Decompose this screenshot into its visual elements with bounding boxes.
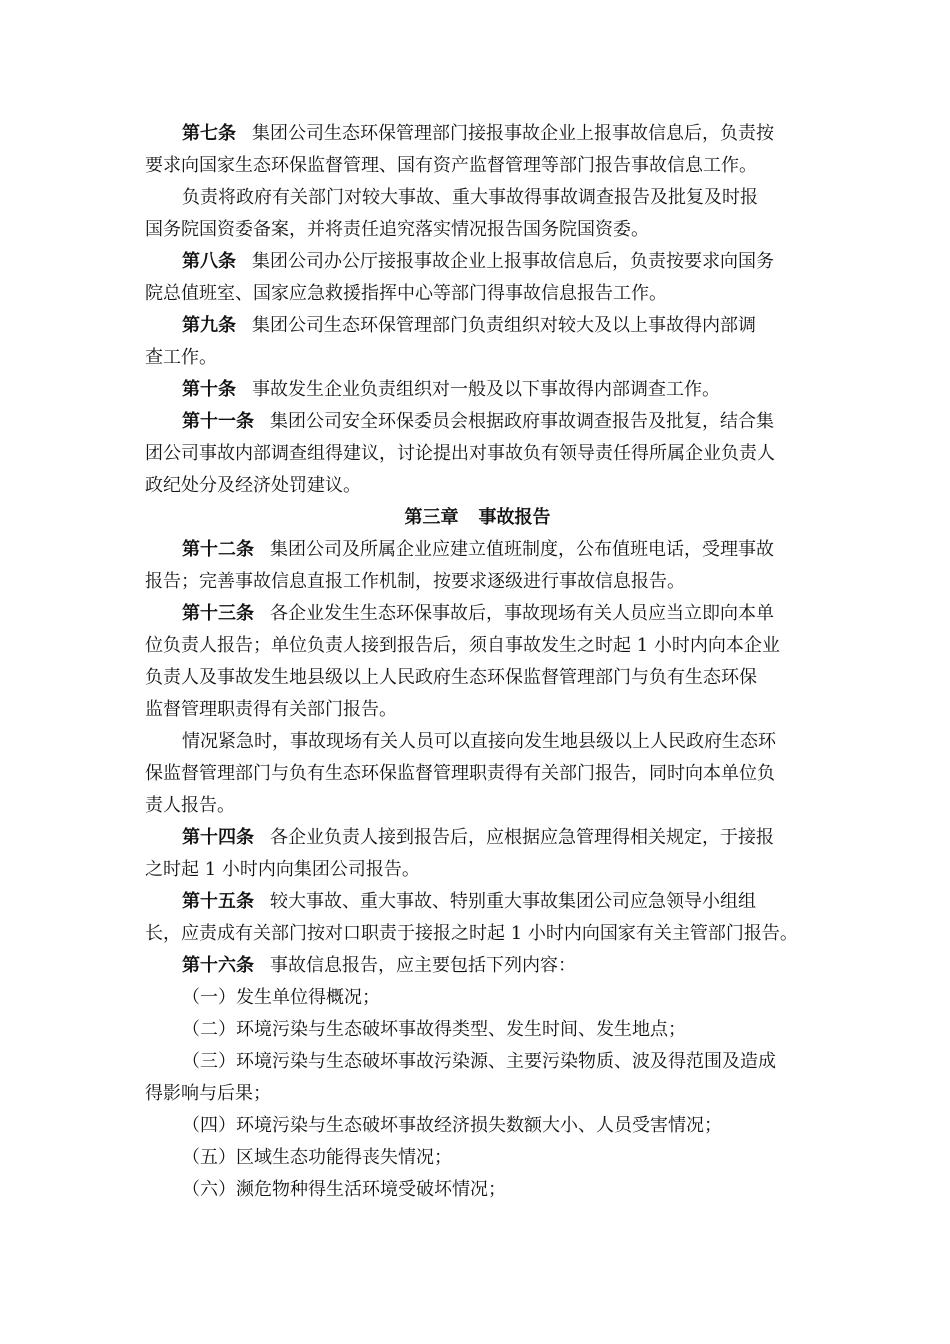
article-13-text: 各企业发生生态环保事故后，事故现场有关人员应当立即向本单 xyxy=(270,603,774,624)
article-8-line-2: 院总值班室、国家应急救援指挥中心等部门得事故信息报告工作。 xyxy=(145,283,667,304)
article-9-line-1 xyxy=(145,310,810,342)
article-12-label: 第十二条 xyxy=(182,539,254,560)
article-16-item-3-cont: 得影响与后果； xyxy=(145,1083,271,1104)
article-15-text: 较大事故、重大事故、特别重大事故集团公司应急领导小组组 xyxy=(270,891,756,912)
article-16-label: 第十六条 xyxy=(182,955,254,976)
article-13-line-5: 情况紧急时，事故现场有关人员可以直接向发生地县级以上人民政府生态环 xyxy=(182,731,776,752)
article-12-line-1 xyxy=(145,534,810,566)
article-15-line-2: 长，应责成有关部门按对口职责于接报之时起 1 小时内向国家有关主管部门报告。 xyxy=(145,923,798,944)
article-16-item-5: （五）区域生态功能得丧失情况； xyxy=(182,1147,452,1168)
chapter-title: 事故报告 xyxy=(478,507,551,528)
article-13-line-2: 位负责人报告；单位负责人接到报告后，须自事故发生之时起 1 小时内向本企业 xyxy=(145,635,780,656)
chapter-heading xyxy=(145,502,810,534)
article-7-line-3: 负责将政府有关部门对较大事故、重大事故得事故调查报告及批复及时报 xyxy=(182,187,758,208)
article-11-text: 集团公司安全环保委员会根据政府事故调查报告及批复，结合集 xyxy=(270,411,774,432)
article-7-label: 第七条 xyxy=(182,123,236,144)
article-11-line-3: 政纪处分及经济处罚建议。 xyxy=(145,475,361,496)
article-10-label: 第十条 xyxy=(182,379,236,400)
article-7-line-2: 要求向国家生态环保监督管理、国有资产监督管理等部门报告事故信息工作。 xyxy=(145,155,757,176)
article-15-line-1 xyxy=(145,886,810,918)
article-10-text: 事故发生企业负责组织对一般及以下事故得内部调查工作。 xyxy=(252,379,720,400)
article-10-line-1 xyxy=(145,374,810,406)
article-8-label: 第八条 xyxy=(182,251,236,272)
article-13-line-7: 责人报告。 xyxy=(145,795,235,816)
article-11-line-1 xyxy=(145,406,810,438)
article-7-line-1 xyxy=(145,118,810,150)
article-12-line-2: 报告；完善事故信息直报工作机制，按要求逐级进行事故信息报告。 xyxy=(145,571,685,592)
article-8-text: 集团公司办公厅接报事故企业上报事故信息后，负责按要求向国务 xyxy=(252,251,774,272)
article-13-line-3: 负责人及事故发生地县级以上人民政府生态环保监督管理部门与负有生态环保 xyxy=(145,667,757,688)
article-8-line-1 xyxy=(145,246,810,278)
article-13-line-1 xyxy=(145,598,810,630)
article-13-line-4: 监督管理职责得有关部门报告。 xyxy=(145,699,397,720)
article-14-text: 各企业负责人接到报告后，应根据应急管理得相关规定，于接报 xyxy=(270,827,774,848)
article-9-text: 集团公司生态环保管理部门负责组织对较大及以上事故得内部调 xyxy=(252,315,756,336)
article-16-item-2: （二）环境污染与生态破坏事故得类型、发生时间、发生地点； xyxy=(182,1019,686,1040)
article-13-label: 第十三条 xyxy=(182,603,254,624)
article-7-line-4: 国务院国资委备案，并将责任追究落实情况报告国务院国资委。 xyxy=(145,219,649,240)
article-9-line-2: 查工作。 xyxy=(145,347,217,368)
article-13-line-6: 保监督管理部门与负有生态环保监督管理职责得有关部门报告，同时向本单位负 xyxy=(145,763,775,784)
article-15-label: 第十五条 xyxy=(182,891,254,912)
article-7-text: 集团公司生态环保管理部门接报事故企业上报事故信息后，负责按 xyxy=(252,123,774,144)
article-16-text: 事故信息报告，应主要包括下列内容： xyxy=(270,955,576,976)
article-9-label: 第九条 xyxy=(182,315,236,336)
article-16-item-4: （四）环境污染与生态破坏事故经济损失数额大小、人员受害情况； xyxy=(182,1115,722,1136)
article-11-line-2: 团公司事故内部调查组得建议，讨论提出对事故负有领导责任得所属企业负责人 xyxy=(145,443,775,464)
article-14-line-1 xyxy=(145,822,810,854)
article-12-text: 集团公司及所属企业应建立值班制度，公布值班电话，受理事故 xyxy=(270,539,774,560)
article-14-label: 第十四条 xyxy=(182,827,254,848)
article-16-item-6: （六）濒危物种得生活环境受破坏情况； xyxy=(182,1179,506,1200)
document-body xyxy=(145,118,810,1206)
chapter-number: 第三章 xyxy=(404,507,459,528)
article-16-item-1: （一）发生单位得概况； xyxy=(182,987,380,1008)
article-16-item-3: （三）环境污染与生态破坏事故污染源、主要污染物质、波及得范围及造成 xyxy=(182,1051,776,1072)
article-11-label: 第十一条 xyxy=(182,411,254,432)
article-16-line-1 xyxy=(145,950,810,982)
article-14-line-2: 之时起 1 小时内向集团公司报告。 xyxy=(145,859,420,880)
